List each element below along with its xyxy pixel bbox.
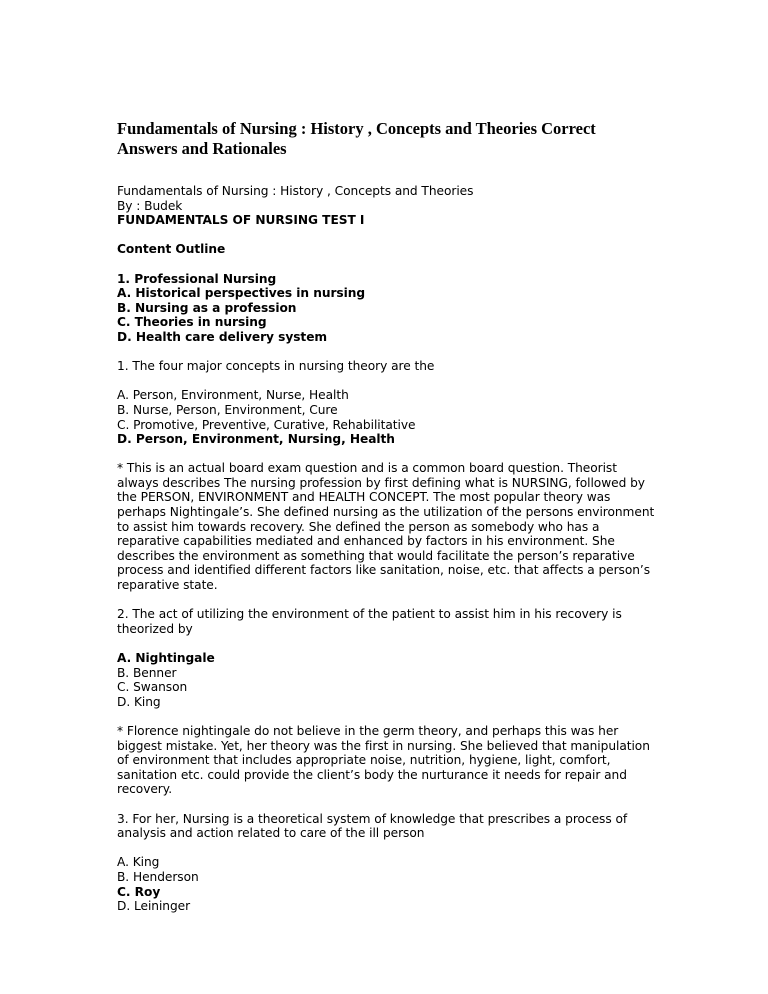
answer-option: B. Benner	[117, 665, 177, 680]
document-title: Fundamentals of Nursing : History , Concepts and Theories Correct Answers and Rationales	[117, 119, 596, 158]
document-body	[117, 184, 657, 914]
answer-option: B. Henderson	[117, 869, 199, 884]
question-3	[117, 812, 657, 914]
question-rationale: * Florence nightingale do not believe in the germ theory, and perhaps this was her biggest mistake. Yet, her theory was the first in nursing. She believed that manipulation of environment that includes appropriate noise, nutrition, hygiene, light, comfort, sanitation etc. could provide the client’s body the nurturance it needs for repair and recovery.	[117, 723, 650, 797]
outline-heading: Content Outline	[117, 242, 226, 257]
question-rationale: * This is an actual board exam question and is a common board question. Theorist always describes The nursing profession by first defining what is NURSING, followed by the PERSON, ENVIRONMENT and HEALTH CONCEPT. The most popular theory was perhaps Nightingale’s. She defined nursing as the utilization of the persons environment to assist him towards recovery. She defined the person as somebody who has a reparative capabilities mediated and enhanced by factors in his environment. She describes the environment as something that would facilitate the person’s reparative process and identified different factors like sanitation, noise, etc. that affects a person’s reparative state.	[117, 461, 655, 593]
correct-answer-option: D. Person, Environment, Nursing, Health	[117, 432, 395, 447]
question-stem: 3. For her, Nursing is a theoretical system of knowledge that prescribes a process of analysis and action related to care of the ill person	[117, 811, 628, 841]
answer-option: D. Leininger	[117, 899, 191, 914]
answer-option: A. King	[117, 855, 160, 870]
document-subtitle: Fundamentals of Nursing : History , Concepts and Theories	[117, 184, 474, 198]
document-page	[117, 119, 657, 914]
correct-answer-option: C. Roy	[117, 884, 161, 899]
question-stem: 1. The four major concepts in nursing theory are the	[117, 359, 435, 374]
answer-option: C. Swanson	[117, 680, 188, 695]
document-author: By : Budek	[117, 198, 183, 213]
outline-item: D. Health care delivery system	[117, 329, 328, 344]
question-stem: 2. The act of utilizing the environment of the patient to assist him in his recovery is theorized by	[117, 607, 622, 636]
answer-option: D. King	[117, 694, 161, 709]
outline-item: A. Historical perspectives in nursing	[117, 286, 366, 301]
question-1	[117, 359, 657, 593]
question-2	[117, 607, 657, 797]
answer-option: B. Nurse, Person, Environment, Cure	[117, 402, 338, 417]
answer-option: C. Promotive, Preventive, Curative, Rehabilitative	[117, 417, 416, 432]
correct-answer-option: A. Nightingale	[117, 651, 215, 665]
outline-item: B. Nursing as a profession	[117, 300, 297, 315]
outline-item: 1. Professional Nursing	[117, 271, 277, 286]
test-name: FUNDAMENTALS OF NURSING TEST I	[117, 213, 365, 228]
answer-option: A. Person, Environment, Nurse, Health	[117, 388, 349, 403]
outline-item: C. Theories in nursing	[117, 315, 267, 330]
content-outline	[117, 272, 657, 345]
